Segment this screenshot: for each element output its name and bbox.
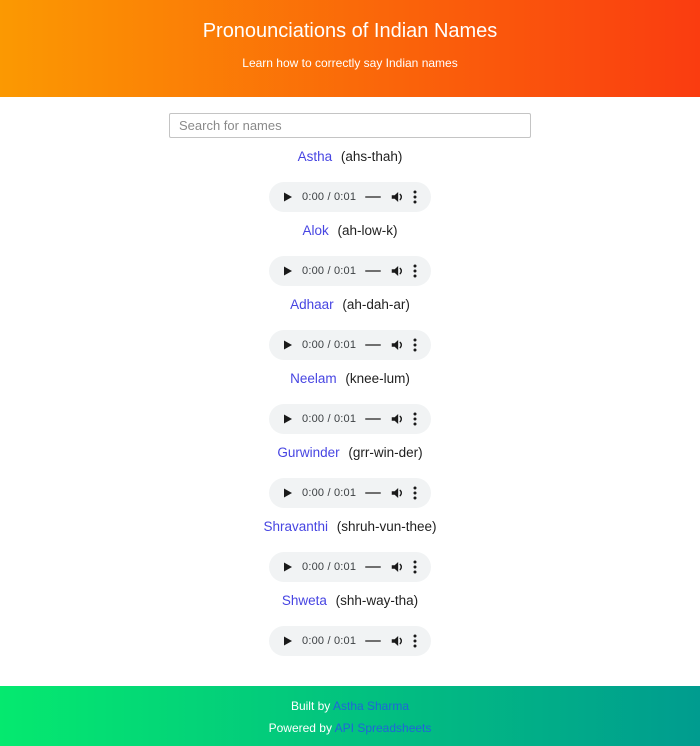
name-line (0, 519, 700, 535)
audio-player[interactable] (269, 256, 431, 286)
volume-button[interactable] (390, 412, 404, 426)
audio-time-display: 0:00 / 0:01 (302, 265, 357, 277)
search-input[interactable] (169, 113, 531, 138)
audio-menu-button[interactable] (410, 486, 420, 500)
audio-menu-button[interactable] (410, 560, 420, 574)
name-label: Gurwinder (277, 445, 340, 460)
name-line (0, 593, 700, 609)
name-line (0, 371, 700, 387)
name-entry (0, 149, 700, 212)
play-button[interactable] (281, 191, 293, 203)
play-button[interactable] (281, 265, 293, 277)
volume-icon (390, 412, 404, 426)
name-label: Alok (302, 223, 329, 238)
volume-button[interactable] (390, 264, 404, 278)
audio-seek-bar[interactable] (365, 418, 381, 420)
audio-seek-bar[interactable] (365, 566, 381, 568)
play-button[interactable] (281, 487, 293, 499)
kebab-menu-icon (413, 338, 417, 352)
volume-button[interactable] (390, 486, 404, 500)
audio-time-display: 0:00 / 0:01 (302, 191, 357, 203)
kebab-menu-icon (413, 634, 417, 648)
powered-by-line (0, 721, 700, 736)
play-button[interactable] (281, 561, 293, 573)
volume-icon (390, 264, 404, 278)
play-icon (281, 635, 293, 647)
play-icon (281, 339, 293, 351)
audio-time-display: 0:00 / 0:01 (302, 561, 357, 573)
name-line (0, 445, 700, 461)
audio-player[interactable] (269, 478, 431, 508)
audio-menu-button[interactable] (410, 634, 420, 648)
pronunciation-label: (ahs-thah) (340, 149, 403, 164)
audio-time-display: 0:00 / 0:01 (302, 413, 357, 425)
powered-by-link[interactable]: API Spreadsheets (334, 721, 432, 735)
pronunciation-label: (shruh-vun-thee) (336, 519, 437, 534)
audio-menu-button[interactable] (410, 412, 420, 426)
audio-player[interactable] (269, 182, 431, 212)
header-banner (0, 0, 700, 97)
pronunciation-label: (shh-way-tha) (335, 593, 419, 608)
audio-player[interactable] (269, 404, 431, 434)
kebab-menu-icon (413, 486, 417, 500)
play-icon (281, 265, 293, 277)
volume-icon (390, 634, 404, 648)
name-entry (0, 297, 700, 360)
audio-menu-button[interactable] (410, 338, 420, 352)
volume-button[interactable] (390, 560, 404, 574)
volume-button[interactable] (390, 338, 404, 352)
audio-seek-bar[interactable] (365, 640, 381, 642)
audio-menu-button[interactable] (410, 264, 420, 278)
name-entry (0, 223, 700, 286)
volume-button[interactable] (390, 190, 404, 204)
volume-icon (390, 338, 404, 352)
kebab-menu-icon (413, 560, 417, 574)
audio-menu-button[interactable] (410, 190, 420, 204)
powered-by-prefix: Powered by (268, 721, 335, 735)
audio-player[interactable] (269, 330, 431, 360)
kebab-menu-icon (413, 190, 417, 204)
play-icon (281, 487, 293, 499)
search-container (0, 113, 700, 138)
page-subtitle: Learn how to correctly say Indian names (242, 56, 458, 70)
built-by-link[interactable]: Astha Sharma (332, 699, 410, 713)
kebab-menu-icon (413, 264, 417, 278)
pronunciation-label: (ah-low-k) (337, 223, 398, 238)
play-icon (281, 191, 293, 203)
built-by-line (0, 699, 700, 714)
audio-time-display: 0:00 / 0:01 (302, 339, 357, 351)
audio-seek-bar[interactable] (365, 492, 381, 494)
volume-icon (390, 560, 404, 574)
pronunciation-label: (ah-dah-ar) (342, 297, 410, 312)
play-icon (281, 561, 293, 573)
audio-player[interactable] (269, 552, 431, 582)
name-line (0, 223, 700, 239)
name-line (0, 297, 700, 313)
play-icon (281, 413, 293, 425)
name-entry (0, 445, 700, 508)
page-title: Pronounciations of Indian Names (202, 20, 498, 42)
kebab-menu-icon (413, 412, 417, 426)
play-button[interactable] (281, 339, 293, 351)
play-button[interactable] (281, 413, 293, 425)
pronunciation-label: (grr-win-der) (348, 445, 423, 460)
name-label: Astha (297, 149, 333, 164)
built-by-prefix: Built by (290, 699, 333, 713)
name-entry (0, 593, 700, 656)
audio-player[interactable] (269, 626, 431, 656)
volume-icon (390, 486, 404, 500)
audio-time-display: 0:00 / 0:01 (302, 487, 357, 499)
pronunciation-label: (knee-lum) (345, 371, 410, 386)
names-list (0, 149, 700, 656)
audio-time-display: 0:00 / 0:01 (302, 635, 357, 647)
name-label: Neelam (290, 371, 337, 386)
play-button[interactable] (281, 635, 293, 647)
audio-seek-bar[interactable] (365, 270, 381, 272)
volume-icon (390, 190, 404, 204)
name-label: Adhaar (290, 297, 334, 312)
volume-button[interactable] (390, 634, 404, 648)
audio-seek-bar[interactable] (365, 196, 381, 198)
name-entry (0, 519, 700, 582)
footer-banner (0, 686, 700, 746)
name-label: Shweta (281, 593, 327, 608)
name-entry (0, 371, 700, 434)
name-label: Shravanthi (263, 519, 328, 534)
name-line (0, 149, 700, 165)
audio-seek-bar[interactable] (365, 344, 381, 346)
